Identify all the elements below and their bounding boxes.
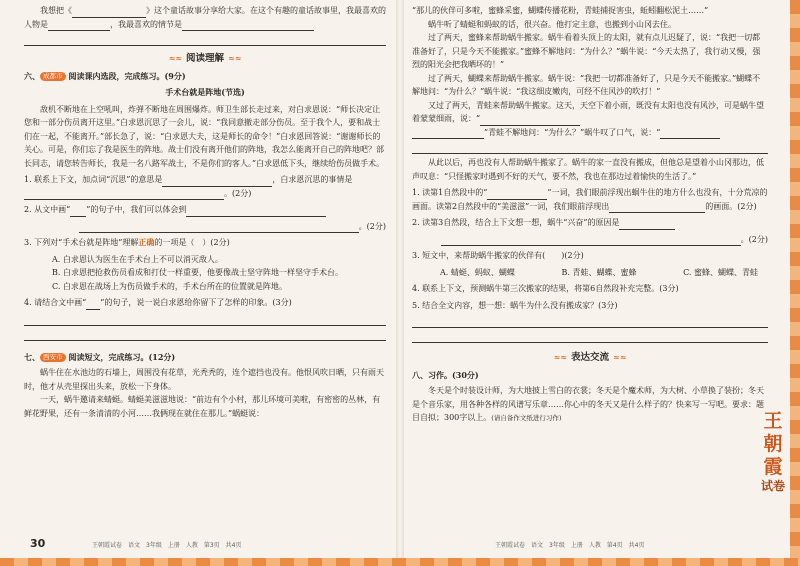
question-r3: 3. 短文中，来帮助蜗牛搬家的伙伴有( )(2分) bbox=[412, 251, 584, 260]
blank[interactable] bbox=[619, 219, 675, 230]
section-title-reading: ≈≈ 阅读理解 ≈≈ bbox=[168, 53, 242, 64]
answer-line[interactable] bbox=[24, 328, 386, 341]
question-7-header: 七、 西安市 阅读短文，完成练习。(12分) bbox=[24, 351, 176, 362]
story-paragraph: 又过了两天，青蛙来帮助蜗牛搬家。这天，天空下着小雨，既没有太阳也没有风沙，可是蜗牛望着蒙蒙细雨，说：“ bbox=[412, 99, 768, 126]
left-page bbox=[24, 4, 386, 420]
answer-line[interactable] bbox=[24, 313, 386, 326]
decorative-border-right bbox=[790, 0, 800, 566]
blank[interactable] bbox=[487, 189, 547, 200]
question-6-3: 3. 下列对“手术台就是阵地”理解正确的一项是（ ）(2分) bbox=[24, 237, 230, 247]
question-6-2-end: 。(2分) bbox=[24, 220, 386, 234]
option-b[interactable]: B. 青蛙、蝴蝶、蜜蜂 bbox=[561, 267, 637, 277]
r3-options bbox=[412, 266, 768, 280]
blank[interactable] bbox=[412, 128, 484, 139]
question-6-2: 2. 从文中画“ ”的句子中，我们可以体会到 bbox=[24, 203, 386, 217]
blank[interactable] bbox=[609, 202, 705, 213]
story-paragraph: “那儿的伙伴可多啦，蜜蜂采蜜，蝴蝶传播花粉，青蛙捕捉害虫，蚯蚓翻松泥土……” bbox=[412, 6, 709, 15]
option-a[interactable]: A. 白求恩认为医生在手术台上不可以消灭敌人。 bbox=[52, 254, 223, 264]
passage-paragraph: 敌机不断地在上空吼叫，炸弹不断地在周围爆炸。师卫生部长走过来，对白求恩说：“师长决定让您和一部分伤员离开这里。”白求恩沉思了一会儿，说：“我同意撤走部分伤员。至于我个人，要和战士们在一起，不能离开。”部长急了，说：“白求恩大夫，这是师长的命令！”白求恩回答说：“谢谢师长的关心。可是，你们忘了我是医生的阵地。战士们没有离开他们的阵地，我怎么能离开自己的阵地吧？部长同志，请您转告师长，我是一名八路军战士，不是你们的客人。”白求恩低下头，继续给伤员做手术。 bbox=[24, 104, 385, 168]
section-title-expression: ≈≈ 表达交流 ≈≈ bbox=[553, 352, 627, 363]
question-6-header: 六、 成都市 阅读课内选段，完成练习。(9分) bbox=[24, 70, 186, 81]
decorative-border-bottom bbox=[0, 558, 800, 566]
blank[interactable] bbox=[660, 128, 720, 139]
option-a[interactable]: A. 蜻蜓、蚂蚁、蝴蝶 bbox=[440, 267, 515, 277]
blank[interactable] bbox=[480, 115, 580, 126]
page-gutter bbox=[396, 0, 404, 566]
story-paragraph: 从此以后，再也没有人帮助蜗牛搬家了。蜗牛的家一直没有搬成，但他总是望着小山冈那边，低声叹息：“只怪搬家时遇到不好的天气，要不然，我也在那边过着愉快的生活了。” bbox=[412, 158, 764, 181]
region-badge: 成都市 bbox=[40, 72, 66, 81]
question-r2-end: 。(2分) bbox=[412, 233, 768, 247]
blank[interactable] bbox=[79, 222, 359, 233]
question-6-4: 4. 请结合文中画“ ”的句子，说一说白求恩给你留下了怎样的印象。(3分) bbox=[24, 296, 386, 310]
answer-line[interactable] bbox=[412, 330, 768, 343]
blank[interactable] bbox=[24, 189, 224, 200]
story-fill-line: ”青蛙不解地问：“为什么？”蜗牛叹了口气，说：“ bbox=[412, 126, 768, 140]
right-page bbox=[412, 4, 768, 426]
blank bbox=[86, 299, 100, 310]
option-c[interactable]: C. 白求恩在战场上为伤员做手术的，手术台所在的位置就是阵地。 bbox=[52, 281, 287, 291]
ornament-icon: ≈≈ bbox=[228, 53, 242, 63]
story-paragraph: 一天，蜗牛邀请来蜻蜓。蜻蜓美滋滋地说：“前边有个小村，那儿环境可美啦，有密密的丛林，有鲜花野果，还有一条清清的小河……我俩现在就住在那儿。”蜗蜓说： bbox=[24, 395, 381, 418]
blank[interactable] bbox=[162, 176, 272, 187]
blank[interactable] bbox=[441, 235, 741, 246]
writing-prompt: 冬天是个时装设计师，为大地披上雪白的衣裳；冬天是个魔术师，为大树、小草换了装扮；冬天是个音乐家，用各种各样的风谱写乐章……你心中的冬天又是什么样子的？快来写一写吧。要求：题目自拟；300字以上。(请自备作文纸进行习作) bbox=[412, 386, 764, 422]
intro-paragraph: 我想把《 》这个童话故事分享给大家。在这个有趣的童话故事里，我最喜欢的人物是 ，我最喜欢的情节是 bbox=[24, 4, 386, 31]
footer-right: 王朝霞试卷 语文 3年级 上册 人教 第4页 共4页 bbox=[495, 542, 645, 549]
option-c[interactable]: C. 蜜蜂、蝴蝶、青蛙 bbox=[683, 267, 758, 277]
ornament-icon: ≈≈ bbox=[168, 53, 182, 63]
answer-line[interactable] bbox=[412, 315, 768, 328]
question-r4: 4. 联系上下文，预测蜗牛第三次搬家的结果，将第6自然段补充完整。(3分) bbox=[412, 284, 679, 293]
blank bbox=[70, 206, 86, 217]
blank[interactable] bbox=[182, 20, 314, 31]
page-number: 30 bbox=[30, 537, 46, 550]
footer-left: 王朝霞试卷 语文 3年级 上册 人教 第3页 共4页 bbox=[92, 542, 242, 549]
question-r2: 2. 读第3自然段，结合上下文想一想，蜗牛“兴奋”的原因是 bbox=[412, 216, 768, 230]
ornament-icon: ≈≈ bbox=[613, 352, 627, 362]
story-paragraph: 过了两天，蜜蜂来帮助蜗牛搬家。蜗牛看着头顶上的太阳，就有点儿迟疑了，说：“我把一切都准备好了，只是今天不能搬家。”蜜蜂不解地问：“为什么？”蜗牛说：“今天太热了，我行动又慢，强烈的阳光会把我晒坏的！” bbox=[412, 33, 761, 69]
question-r1: 1. 读第1自然段中的“ ”一词，我们眼前浮现出蜗牛住的地方什么也没有，十分荒凉的画面。读第2自然段中的“美滋滋”一词，我们眼前浮现出 的画面。(2分) bbox=[412, 186, 768, 213]
story-paragraph: 蜗牛住在水池边的石墙上，周围没有花草，光秃秃的，连个遮挡也没有。他恨风吹日晒，只有雨天时，他才从壳里探出头来，放松一下身体。 bbox=[24, 368, 384, 391]
brand-logo: 王 朝 霞 试卷 bbox=[760, 410, 785, 493]
answer-line[interactable] bbox=[412, 141, 768, 154]
option-b[interactable]: B. 白求恩把抢救伤员看成和打仗一样重要，他要像战士坚守阵地一样坚守手术台。 bbox=[52, 268, 343, 277]
region-badge: 西安市 bbox=[40, 353, 66, 362]
ornament-icon: ≈≈ bbox=[553, 352, 567, 362]
blank[interactable] bbox=[48, 20, 110, 31]
answer-line[interactable] bbox=[24, 33, 386, 46]
blank[interactable] bbox=[186, 206, 326, 217]
question-r5: 5. 结合全文内容，想一想：蜗牛为什么没有搬成家？(3分) bbox=[412, 300, 618, 310]
story-paragraph: 蜗牛听了蜻蜓和蚂蚁的话，很兴奋。他打定主意，也搬到小山冈去住。 bbox=[428, 19, 676, 29]
passage-title: 手术台就是阵地(节选) bbox=[165, 87, 245, 97]
story-paragraph: 过了两天，蝴蝶来帮助蜗牛搬家。蜗牛说：“我把一切都准备好了，只是今天不能搬家。”蝴蝶不解地问：“为什么？”蜗牛说：“我这细皮嫩肉，可经不住风沙的吹打！” bbox=[412, 73, 761, 96]
question-8-header: 八、习作。(30分) bbox=[412, 369, 479, 380]
question-6-1: 1. 联系上下文，加点词“沉思”的意思是 ，白求恩沉思的事情是。(2分) bbox=[24, 173, 386, 200]
blank[interactable] bbox=[72, 7, 146, 18]
